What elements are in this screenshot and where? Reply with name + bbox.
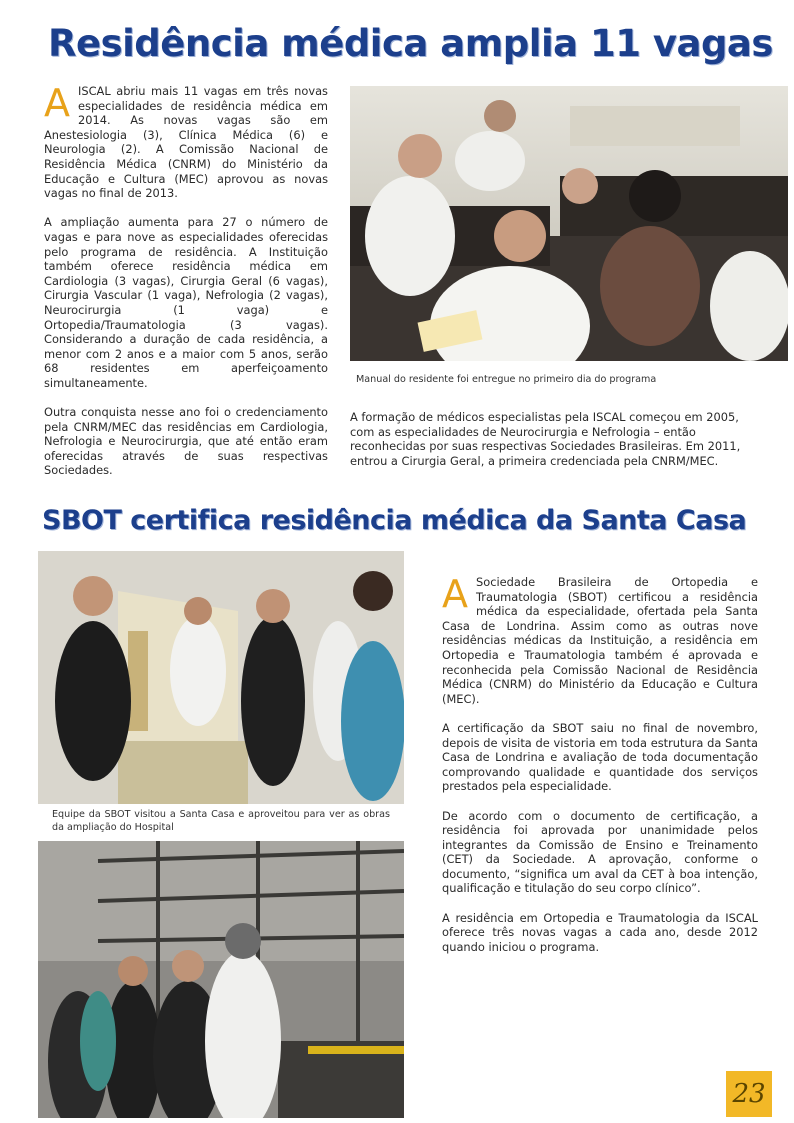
classroom-photo-caption: Manual do residente foi entregue no primeiro dia do programa [356, 374, 657, 385]
article2-paragraph-3: De acordo com o documento de certificação, a residência foi aprovada por unanimidade pelos integrantes da Comissão de Ensino e Treinamento (CET) da Sociedade. A aprovação, conforme o documento, “significa um aval da CET à boa intenção, qualificação e titulação do seu corpo clínico”. [442, 808, 758, 896]
hallway-visit-photo [38, 551, 404, 804]
page-number: 23 [726, 1071, 772, 1117]
article1-paragraph-3: Outra conquista nesse ano foi o credenciamento pela CNRM/MEC das residências em Cardiologia, Nefrologia e Neurocirurgia, que até então eram oferecidas através de suas respectivas Sociedades. [44, 405, 328, 478]
article1-right-column [350, 410, 764, 483]
article2-dropcap: A [442, 572, 468, 616]
article1-left-column [44, 81, 328, 493]
classroom-photo [350, 86, 788, 361]
article2-paragraph-4: A residência em Ortopedia e Traumatologia da ISCAL oferece três novas vagas a cada ano, desde 2012 quando iniciou o programa. [442, 910, 758, 954]
article1-paragraph-2: A ampliação aumenta para 27 o número de vagas e para nove as especialidades oferecidas pelo programa de residência. A Instituição também oferece residência médica em Cardiologia (3 vagas), Cirurgia Geral (6 vagas), Cirurgia Vascular (1 vaga), Nefrologia (2 vagas), Neurocirurgia (1 vaga) e Ortopedia/Traumatologia (3 vagas). Considerando a duração de cada residência, a menor com 2 anos e a maior com 5 anos, serão 68 residentes em aperfeiçoamento simultaneamente. [44, 215, 328, 390]
article2-right-column [442, 572, 758, 969]
article2-paragraph-1-text: Sociedade Brasileira de Ortopedia e Traumatologia (SBOT) certificou a residência médica da especialidade, ofertada pela Santa Casa de Londrina. Assim como as outras nove residências médicas da Instituição, a residência em Ortopedia e Traumatologia também é aprovada e reconhecida pela Comissão Nacional de Residência Médica (CNRM) do Ministério da Educação e Cultura (MEC). [442, 575, 758, 706]
article1-dropcap: A [44, 81, 70, 125]
article1-paragraph-1-text: ISCAL abriu mais 11 vagas em três novas especialidades de residência médica em 2014. As novas vagas são em Anestesiologia (3), Clínica Médica (6) e Neurologia (2). A Comissão Nacional de Residência Médica (CNRM) do Ministério da Educação e Cultura (MEC) aprovou as novas vagas no final de 2013. [44, 84, 328, 201]
construction-site-photo [38, 841, 404, 1118]
article2-title: SBOT certifica residência médica da Santa Casa [42, 505, 747, 536]
article2-paragraph-2: A certificação da SBOT saiu no final de novembro, depois de visita de vistoria em toda estrutura da Santa Casa de Londrina e avaliação de toda documentação comprovando qualidade e quantidade dos serviços prestados pela especialidade. [442, 720, 758, 794]
article2-paragraph-1 [442, 572, 758, 706]
article1-title: Residência médica amplia 11 vagas [48, 22, 773, 65]
article1-paragraph-4: A formação de médicos especialistas pela ISCAL começou em 2005, com as especialidades de Neurocirurgia e Nefrologia – então reconhecidas por suas respectivas Sociedades Brasileiras. Em 2011, entrou a Cirurgia Geral, a primeira credenciada pela CNRM/MEC. [350, 410, 741, 468]
article1-paragraph-1 [44, 81, 328, 201]
hallway-photo-caption: Equipe da SBOT visitou a Santa Casa e aproveitou para ver as obras da ampliação do Hospital [52, 809, 390, 833]
